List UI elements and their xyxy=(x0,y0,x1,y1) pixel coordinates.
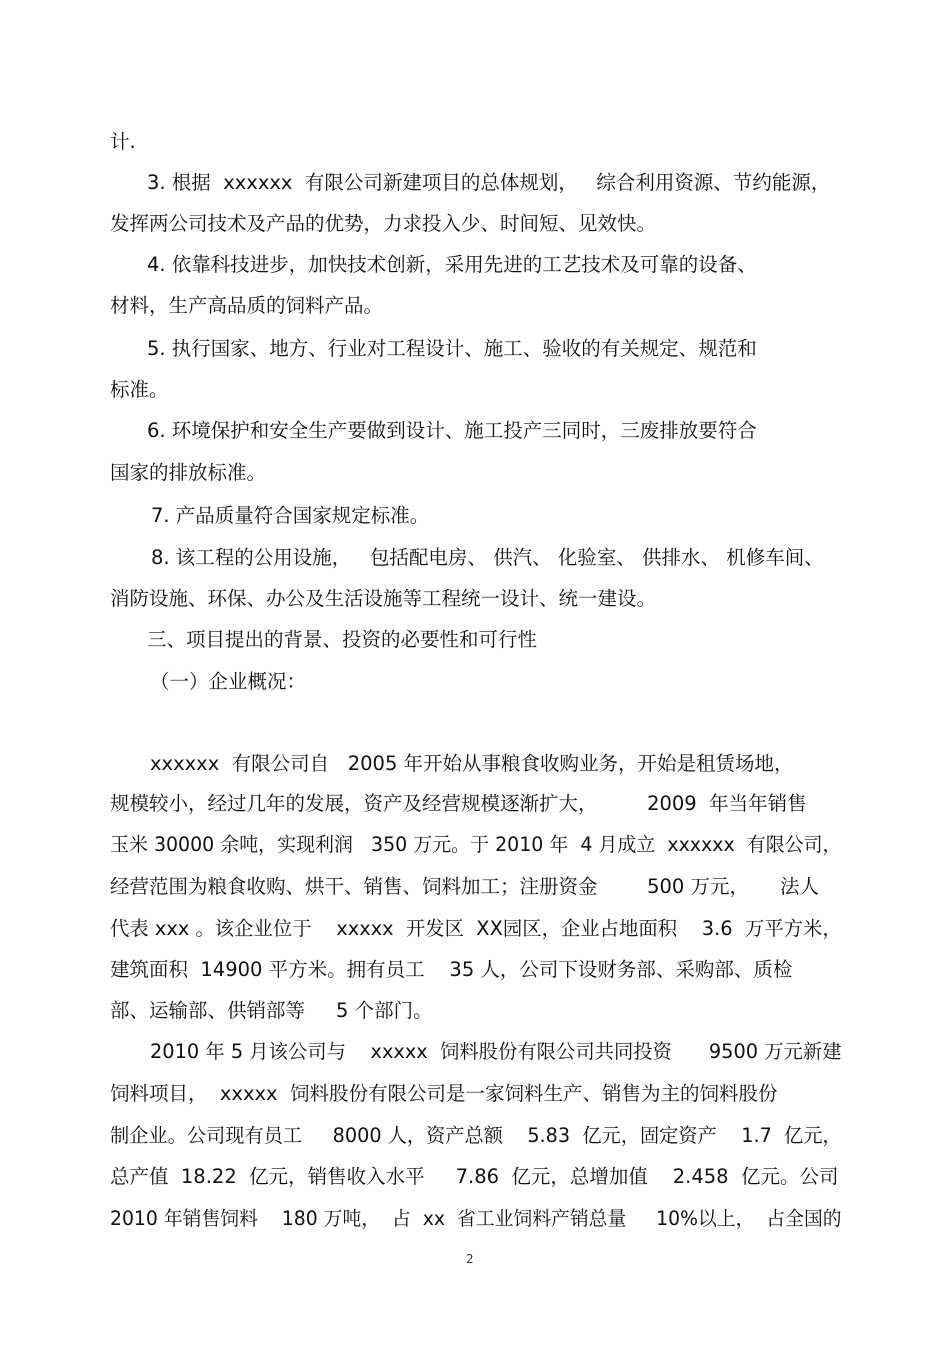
text-line: 7. 产品质量符合国家规定标准。 xyxy=(151,504,430,527)
text-line: 2010 年销售饲料 180 万吨， 占 xx 省工业饲料产销总量 10%以上， 占全国的 xyxy=(110,1207,842,1230)
section-heading: 三、项目提出的背景、投资的必要性和可行性 xyxy=(147,628,538,651)
text-line: 制企业。公司现有员工 8000 人，资产总额 5.83 亿元，固定资产 1.7 亿元， xyxy=(110,1124,842,1147)
text-line: 玉米 30000 余吨，实现利润 350 万元。于 2010 年 4 月成立 xxxxxx 有限公司， xyxy=(110,833,842,856)
text-line: 4. 依靠科技进步，加快技术创新，采用先进的工艺技术及可靠的设备、 xyxy=(147,253,757,276)
text-line: 标准。 xyxy=(110,378,169,401)
text-line: 6. 环境保护和安全生产要做到设计、施工投产三同时，三废排放要符合 xyxy=(147,419,757,442)
text-line: 2010 年 5 月该公司与 xxxxx 饲料股份有限公司共同投资 9500 万元新建 xyxy=(150,1040,842,1063)
page-number: 2 xyxy=(466,1252,474,1266)
text-line: 3. 根据 xxxxxx 有限公司新建项目的总体规划， 综合利用资源、节约能源， xyxy=(147,171,831,194)
text-line: 发挥两公司技术及产品的优势，力求投入少、时间短、见效快。 xyxy=(110,212,657,235)
text-line: 计. xyxy=(110,130,136,153)
text-line: 5. 执行国家、地方、行业对工程设计、施工、验收的有关规定、规范和 xyxy=(147,337,757,360)
text-line: 8. 该工程的公用设施， 包括配电房、 供汽、 化验室、 供排水、 机修车间、 xyxy=(151,546,824,569)
text-line: 规模较小，经过几年的发展，资产及经营规模逐渐扩大， 2009 年当年销售 xyxy=(110,792,807,815)
text-line: 材料，生产高品质的饲料产品。 xyxy=(110,294,384,317)
text-line: 消防设施、环保、办公及生活设施等工程统一设计、统一建设。 xyxy=(110,587,657,610)
text-line: 总产值 18.22 亿元，销售收入水平 7.86 亿元，总增加值 2.458 亿元。公司 xyxy=(110,1165,839,1188)
text-line: 经营范围为粮食收购、烘干、销售、饲料加工；注册资金 500 万元， 法人 xyxy=(110,875,819,898)
text-line: 饲料项目， xxxxx 饲料股份有限公司是一家饲料生产、销售为主的饲料股份 xyxy=(110,1082,778,1105)
text-line: 建筑面积 14900 平方米。拥有员工 35 人，公司下设财务部、采购部、质检 xyxy=(110,958,793,981)
text-line: 国家的排放标准。 xyxy=(110,461,267,484)
text-line: 代表 xxx 。该企业位于 xxxxx 开发区 XX园区，企业占地面积 3.6 万平方米， xyxy=(110,917,842,940)
text-line: 部、运输部、供销部等 5 个部门。 xyxy=(110,999,433,1022)
subsection-heading: （一）企业概况： xyxy=(150,670,307,693)
text-line: xxxxxx 有限公司自 2005 年开始从事粮食收购业务，开始是租赁场地， xyxy=(150,752,794,775)
